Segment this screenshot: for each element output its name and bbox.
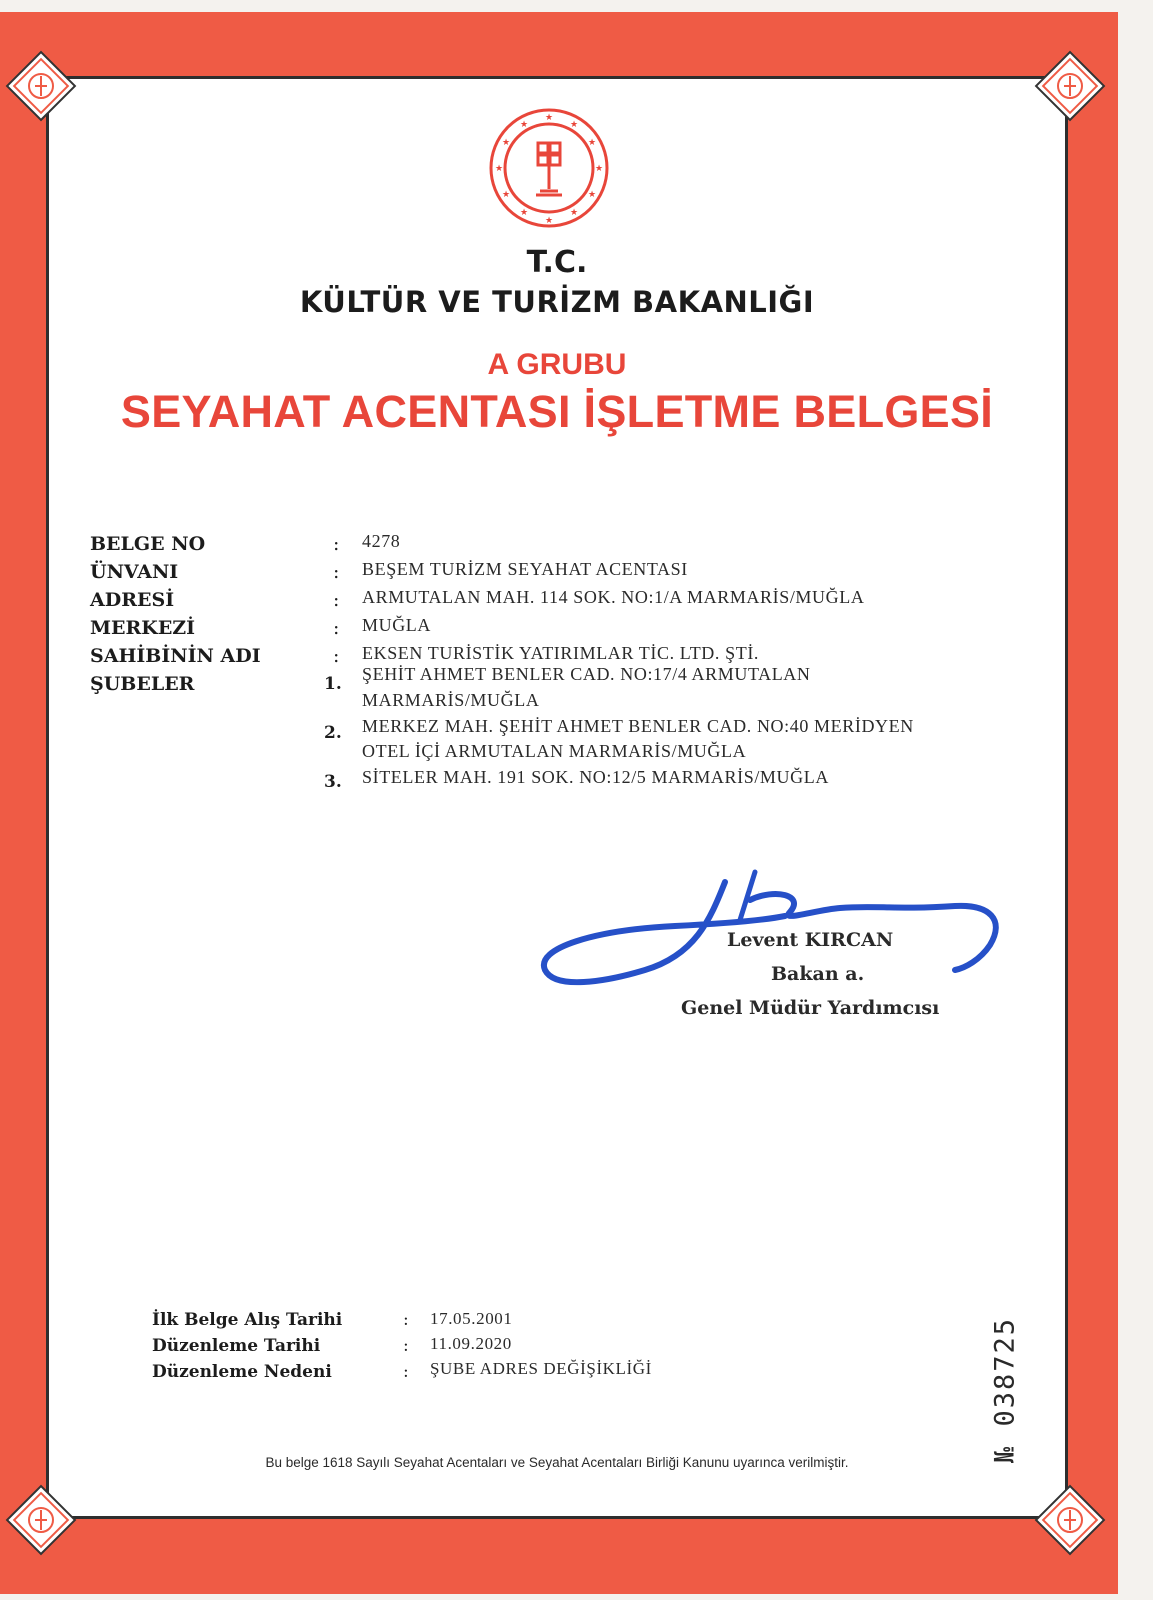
date-value: 11.09.2020 — [430, 1334, 512, 1353]
field-label: BELGE NO — [90, 533, 206, 555]
serial-number — [985, 1300, 1025, 1480]
svg-text:★: ★ — [544, 216, 554, 226]
field-label: ADRESİ — [90, 589, 175, 611]
ministry-name: KÜLTÜR VE TURİZM BAKANLIĞI — [299, 285, 815, 319]
field-value: ARMUTALAN MAH. 114 SOK. NO:1/A MARMARİS/MUĞLA — [362, 587, 865, 607]
svg-text:★: ★ — [501, 190, 511, 200]
svg-text:★: ★ — [569, 208, 579, 218]
corner-ornament-bottom-right — [1032, 1482, 1108, 1558]
corner-ornament-top-right — [1032, 48, 1108, 124]
signatory-title: Genel Müdür Yardımcısı — [681, 997, 940, 1019]
svg-text:★: ★ — [587, 138, 597, 148]
branch-number: 3. — [324, 772, 342, 792]
date-label: Düzenleme Tarihi — [152, 1336, 321, 1356]
field-value: 4278 — [362, 531, 401, 551]
branch-address-line2: MARMARİS/MUĞLA — [362, 690, 540, 710]
date-label: İlk Belge Alış Tarihi — [152, 1310, 343, 1330]
field-value: MUĞLA — [362, 615, 431, 635]
date-colon: : — [403, 1336, 409, 1356]
date-label: Düzenleme Nedeni — [152, 1362, 332, 1382]
field-colon: : — [333, 589, 340, 611]
branch-number: 1. — [324, 674, 342, 694]
corner-ornament-bottom-left — [3, 1482, 79, 1558]
svg-text:★: ★ — [519, 208, 529, 218]
svg-text:★: ★ — [594, 164, 604, 174]
date-value: 17.05.2001 — [430, 1309, 513, 1328]
serial-number-text: № 038725 — [989, 1316, 1021, 1464]
branch-address-line1: SİTELER MAH. 191 SOK. NO:12/5 MARMARİS/MUĞLA — [362, 767, 829, 787]
field-colon: : — [333, 617, 340, 639]
field-value: BEŞEM TURİZM SEYAHAT ACENTASI — [362, 559, 688, 579]
field-colon: : — [333, 645, 340, 667]
date-value: ŞUBE ADRES DEĞİŞİKLİĞİ — [430, 1359, 652, 1378]
field-label: ŞUBELER — [90, 673, 195, 695]
field-value: EKSEN TURİSTİK YATIRIMLAR TİC. LTD. ŞTİ. — [362, 643, 760, 663]
branch-number: 2. — [324, 723, 342, 743]
corner-ornament-top-left — [3, 48, 79, 124]
field-colon: : — [333, 561, 340, 583]
branch-address-line1: MERKEZ MAH. ŞEHİT AHMET BENLER CAD. NO:40 MERİDYEN — [362, 716, 914, 736]
legal-footer-note: Bu belge 1618 Sayılı Seyahat Acentaları ve Seyahat Acentaları Birliği Kanunu uyarınca verilmiştir. — [265, 1455, 849, 1470]
branch-address-line1: ŞEHİT AHMET BENLER CAD. NO:17/4 ARMUTALAN — [362, 664, 811, 684]
field-label: MERKEZİ — [90, 617, 196, 639]
field-colon: : — [333, 533, 340, 555]
svg-text:★: ★ — [569, 120, 579, 130]
svg-text:★: ★ — [501, 138, 511, 148]
certificate-group: A GRUBU — [487, 348, 627, 381]
branch-address-line2: OTEL İÇİ ARMUTALAN MARMARİS/MUĞLA — [362, 741, 747, 761]
certificate-title: SEYAHAT ACENTASI İŞLETME BELGESİ — [120, 386, 994, 437]
svg-text:★: ★ — [544, 113, 554, 123]
signatory-on-behalf: Bakan a. — [771, 963, 865, 985]
svg-text:★: ★ — [587, 190, 597, 200]
svg-text:★: ★ — [519, 120, 529, 130]
svg-text:★: ★ — [494, 164, 504, 174]
republic-abbreviation: T.C. — [526, 245, 588, 280]
signatory-name: Levent KIRCAN — [727, 929, 894, 951]
ministry-emblem-logo — [488, 107, 610, 229]
date-colon: : — [403, 1362, 409, 1382]
field-label: SAHİBİNİN ADI — [90, 645, 261, 667]
field-label: ÜNVANI — [90, 561, 179, 583]
date-colon: : — [403, 1310, 409, 1330]
